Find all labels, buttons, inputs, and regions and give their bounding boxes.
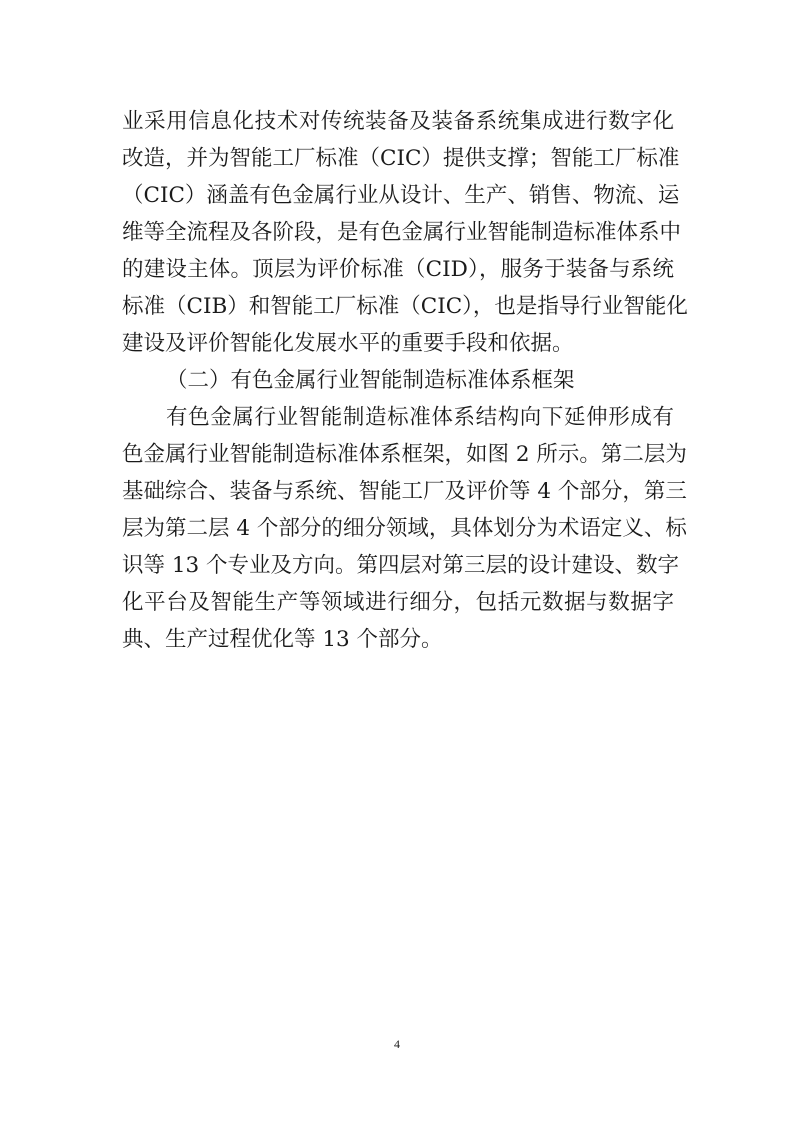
paragraph-line: 色金属行业智能制造标准体系框架，如图 2 所示。第二层为 bbox=[122, 442, 687, 467]
paragraph-line: 维等全流程及各阶段，是有色金属行业智能制造标准体系中 bbox=[122, 220, 682, 245]
paragraph-line: 改造，并为智能工厂标准（CIC）提供支撑；智能工厂标准 bbox=[122, 146, 680, 171]
paragraph-line: 基础综合、装备与系统、智能工厂及评价等 4 个部分，第三 bbox=[122, 479, 687, 504]
paragraph-line: 化平台及智能生产等领域进行细分，包括元数据与数据字 bbox=[122, 590, 674, 615]
paragraph-line: 有色金属行业智能制造标准体系结构向下延伸形成有 bbox=[166, 405, 674, 430]
paragraph-line: 层为第二层 4 个部分的细分领域，具体划分为术语定义、标 bbox=[122, 516, 687, 541]
paragraph-line: 识等 13 个专业及方向。第四层对第三层的设计建设、数字 bbox=[122, 553, 680, 578]
paragraph-line: （CIC）涵盖有色金属行业从设计、生产、销售、物流、运 bbox=[122, 183, 680, 208]
section-heading: （二）有色金属行业智能制造标准体系框架 bbox=[166, 368, 575, 393]
paragraph-line: 业采用信息化技术对传统装备及装备系统集成进行数字化 bbox=[122, 109, 674, 134]
paragraph-line: 的建设主体。顶层为评价标准（CID），服务于装备与系统 bbox=[122, 257, 674, 282]
paragraph-line: 建设及评价智能化发展水平的重要手段和依据。 bbox=[122, 331, 574, 356]
paragraph-line: 典、生产过程优化等 13 个部分。 bbox=[122, 627, 443, 652]
page-number: 4 bbox=[394, 1037, 400, 1051]
paragraph-line: 标准（CIB）和智能工厂标准（CIC），也是指导行业智能化 bbox=[122, 294, 688, 319]
